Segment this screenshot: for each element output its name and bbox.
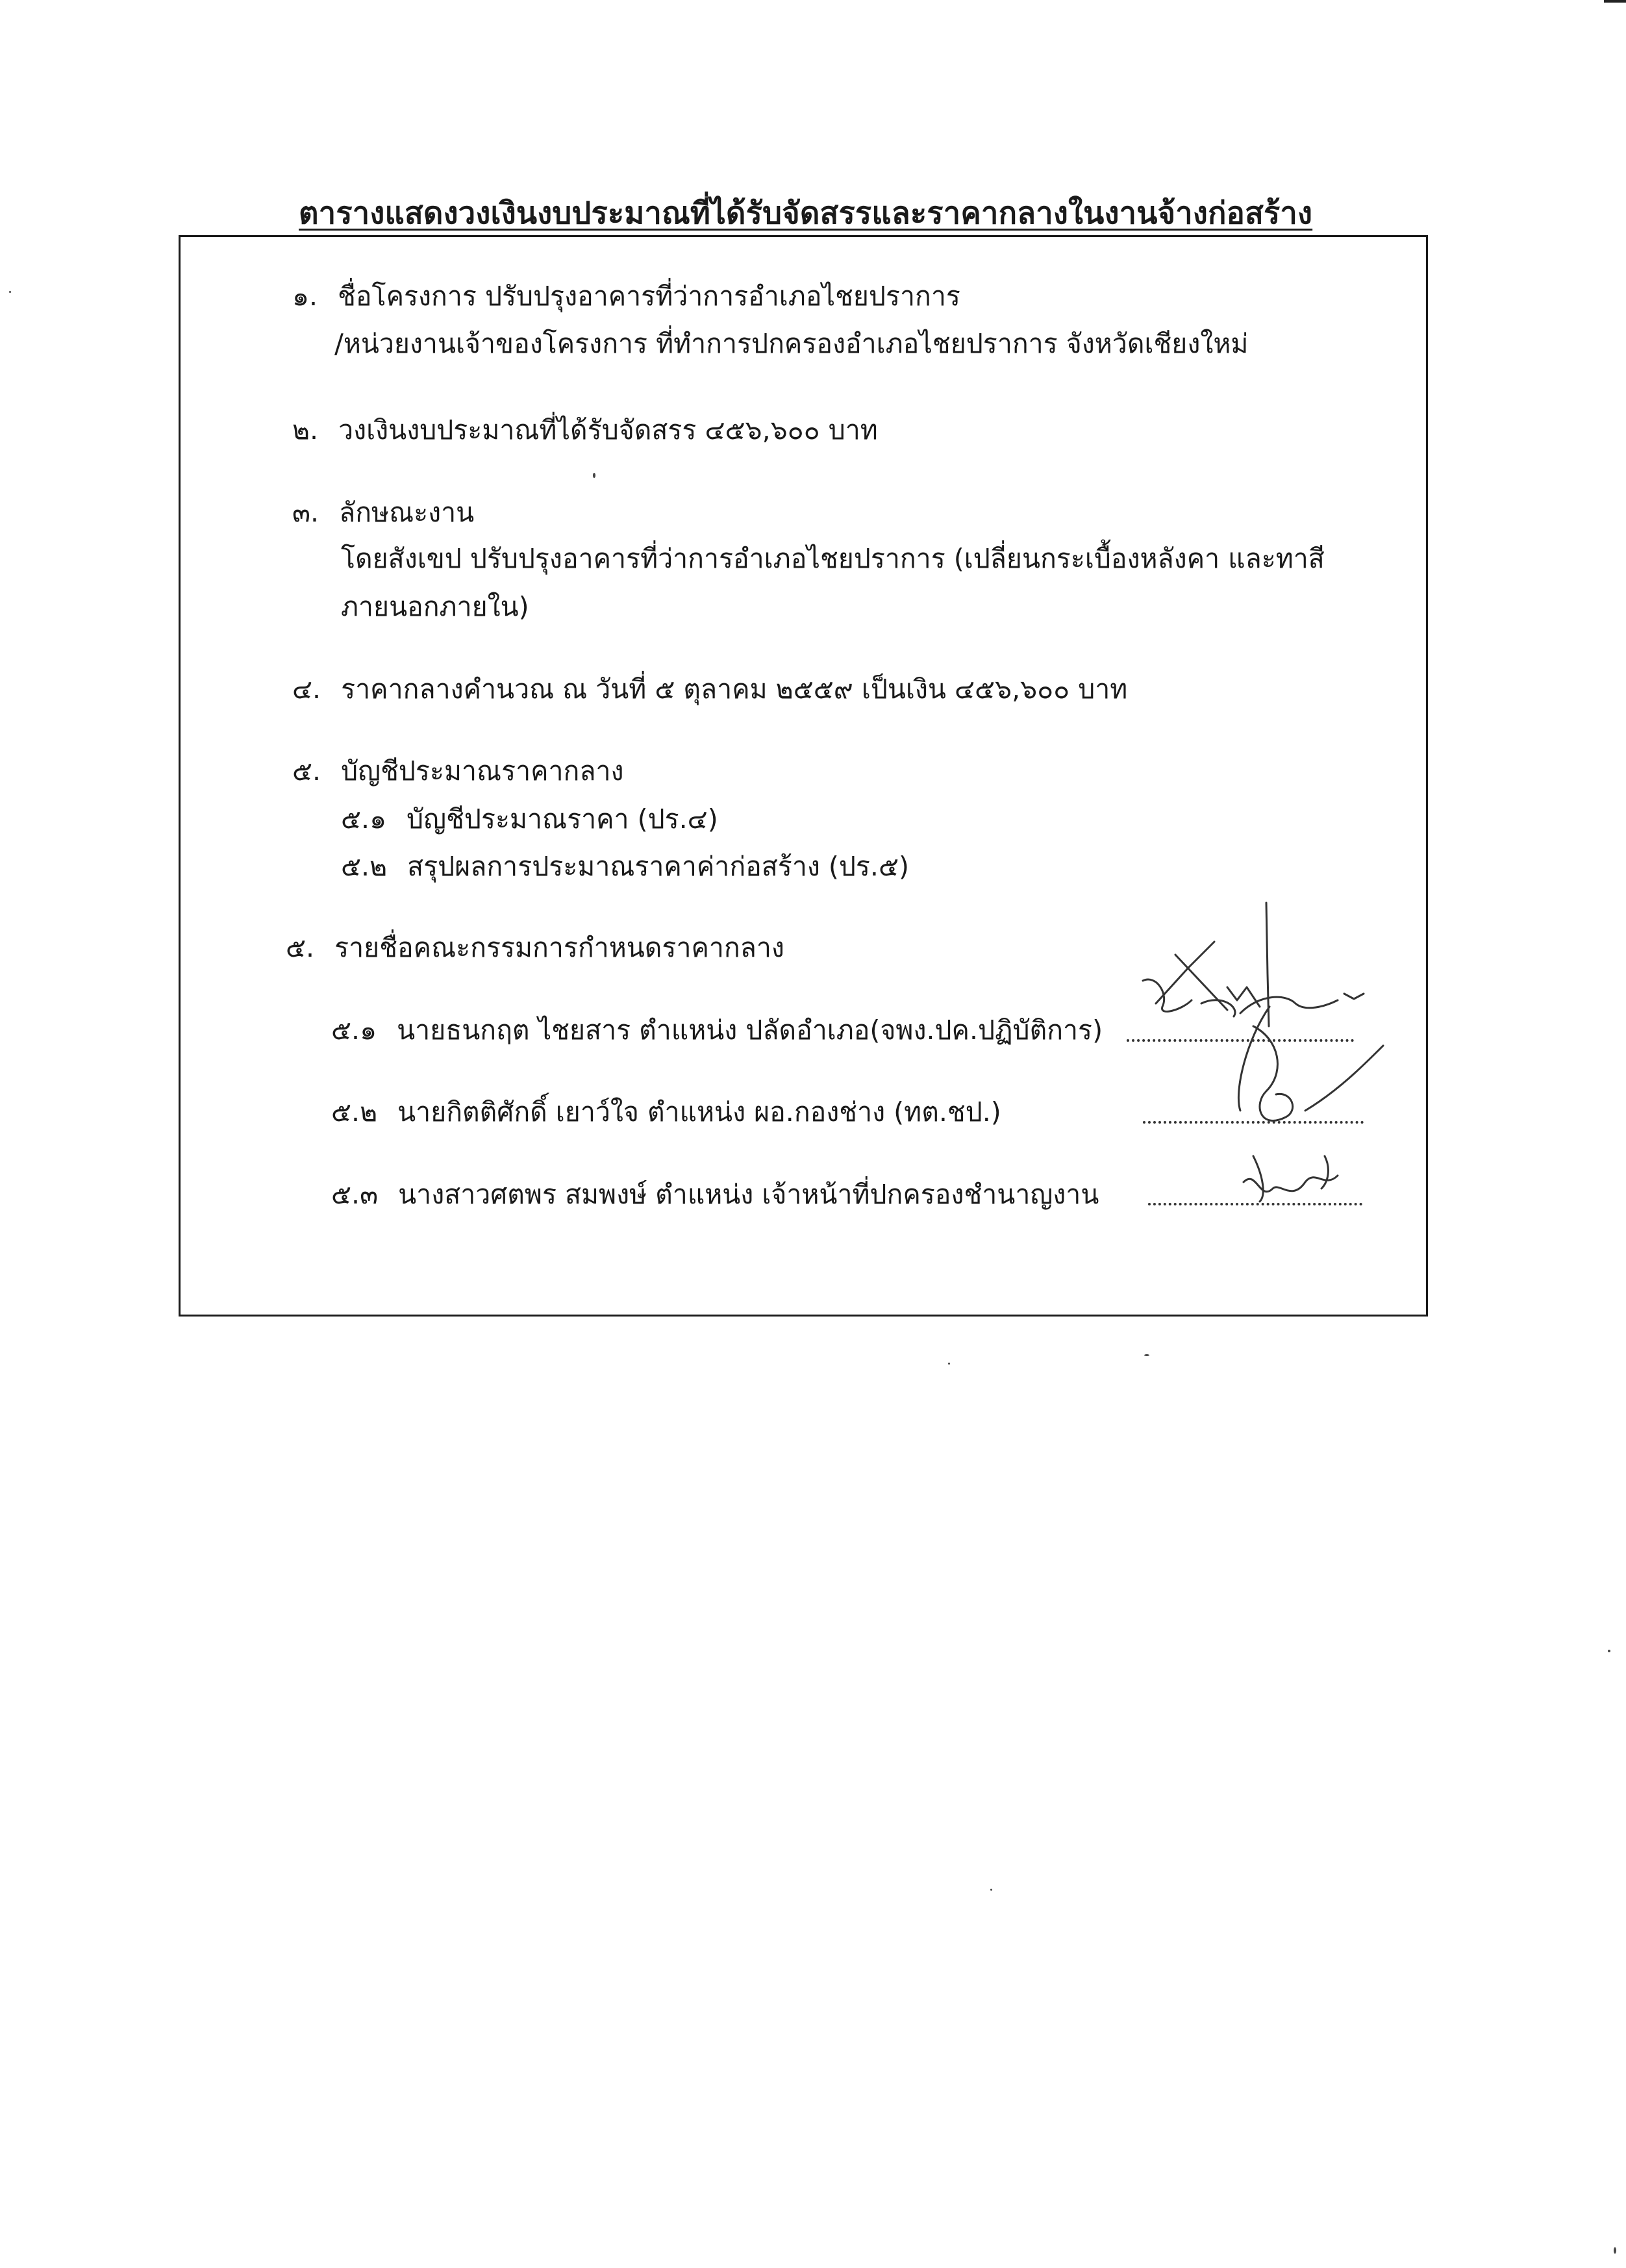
handwritten-signatures xyxy=(1130,896,1390,1234)
project-agency: /หน่วยงานเจ้าของโครงการ ที่ทำการปกครองอำเภอไชยปราการ จังหวัดเชียงใหม่ xyxy=(334,328,1249,359)
member-text: นางสาวศตพร สมพงษ์ ตำแหน่ง เจ้าหน้าที่ปกครองชำนาญงาน xyxy=(398,1179,1099,1210)
account-sub-item xyxy=(341,851,909,883)
member-text: นายธนกฤต ไชยสาร ตำแหน่ง ปลัดอำเภอ(จพง.ปค.ปฏิบัติการ) xyxy=(397,1014,1103,1046)
work-label: ลักษณะงาน xyxy=(339,497,475,528)
committee-member xyxy=(331,1096,1001,1128)
item-median-price xyxy=(292,674,1127,705)
sub-item-number: ๕.๒ xyxy=(341,851,388,882)
item-work xyxy=(292,497,474,529)
member-text: นายกิตติศักดิ์ เยาว์ใจ ตำแหน่ง ผอ.กองช่าง (ทต.ชป.) xyxy=(397,1096,1001,1128)
item-number: ๕. xyxy=(292,755,321,787)
scan-speck xyxy=(948,1363,950,1365)
scan-speck xyxy=(1144,1354,1149,1356)
committee-member xyxy=(331,1014,1103,1046)
sub-item-text: สรุปผลการประมาณราคาค่าก่อสร้าง (ปร.๕) xyxy=(407,851,909,882)
member-number: ๕.๒ xyxy=(331,1096,378,1128)
item-accounts xyxy=(292,755,624,787)
accounts-label: บัญชีประมาณราคากลาง xyxy=(341,755,624,787)
item-committee xyxy=(286,932,784,964)
page-title: ตารางแสดงวงเงินงบประมาณที่ได้รับจัดสรรและราคากลางในงานจ้างก่อสร้าง xyxy=(299,195,1313,231)
work-description-line2: ภายนอกภายใน) xyxy=(341,591,529,622)
scan-speck xyxy=(9,291,11,293)
member-number: ๕.๓ xyxy=(331,1179,379,1210)
scan-speck xyxy=(593,473,595,478)
account-sub-item xyxy=(341,803,718,835)
item-number: ๔. xyxy=(292,674,321,705)
item-number: ๒. xyxy=(292,414,319,446)
item-budget xyxy=(292,414,878,446)
scan-speck xyxy=(1608,1650,1610,1652)
item-number: ๕. xyxy=(286,932,315,963)
committee-member xyxy=(331,1179,1099,1211)
committee-label: รายชื่อคณะกรรมการกำหนดราคากลาง xyxy=(334,932,784,963)
item-number: ๑. xyxy=(292,281,318,312)
budget-text: วงเงินงบประมาณที่ได้รับจัดสรร ๔๕๖,๖๐๐ บาท xyxy=(338,414,878,446)
sub-item-number: ๕.๑ xyxy=(341,803,387,835)
member-number: ๕.๑ xyxy=(331,1014,377,1046)
item-number: ๓. xyxy=(292,497,319,528)
item-project xyxy=(292,281,960,312)
sub-item-text: บัญชีประมาณราคา (ปร.๔) xyxy=(406,803,718,835)
median-price-text: ราคากลางคำนวณ ณ วันที่ ๕ ตุลาคม ๒๕๕๙ เป็นเงิน ๔๕๖,๖๐๐ บาท xyxy=(341,674,1128,705)
work-description-line1: โดยสังเขป ปรับปรุงอาคารที่ว่าการอำเภอไชยปราการ (เปลี่ยนกระเบื้องหลังคา และทาสี xyxy=(341,543,1325,574)
scan-speck xyxy=(1614,2247,1616,2254)
project-name: ชื่อโครงการ ปรับปรุงอาคารที่ว่าการอำเภอไชยปราการ xyxy=(338,281,960,312)
scan-corner-mark xyxy=(1604,0,1626,3)
scan-speck xyxy=(990,1889,992,1891)
